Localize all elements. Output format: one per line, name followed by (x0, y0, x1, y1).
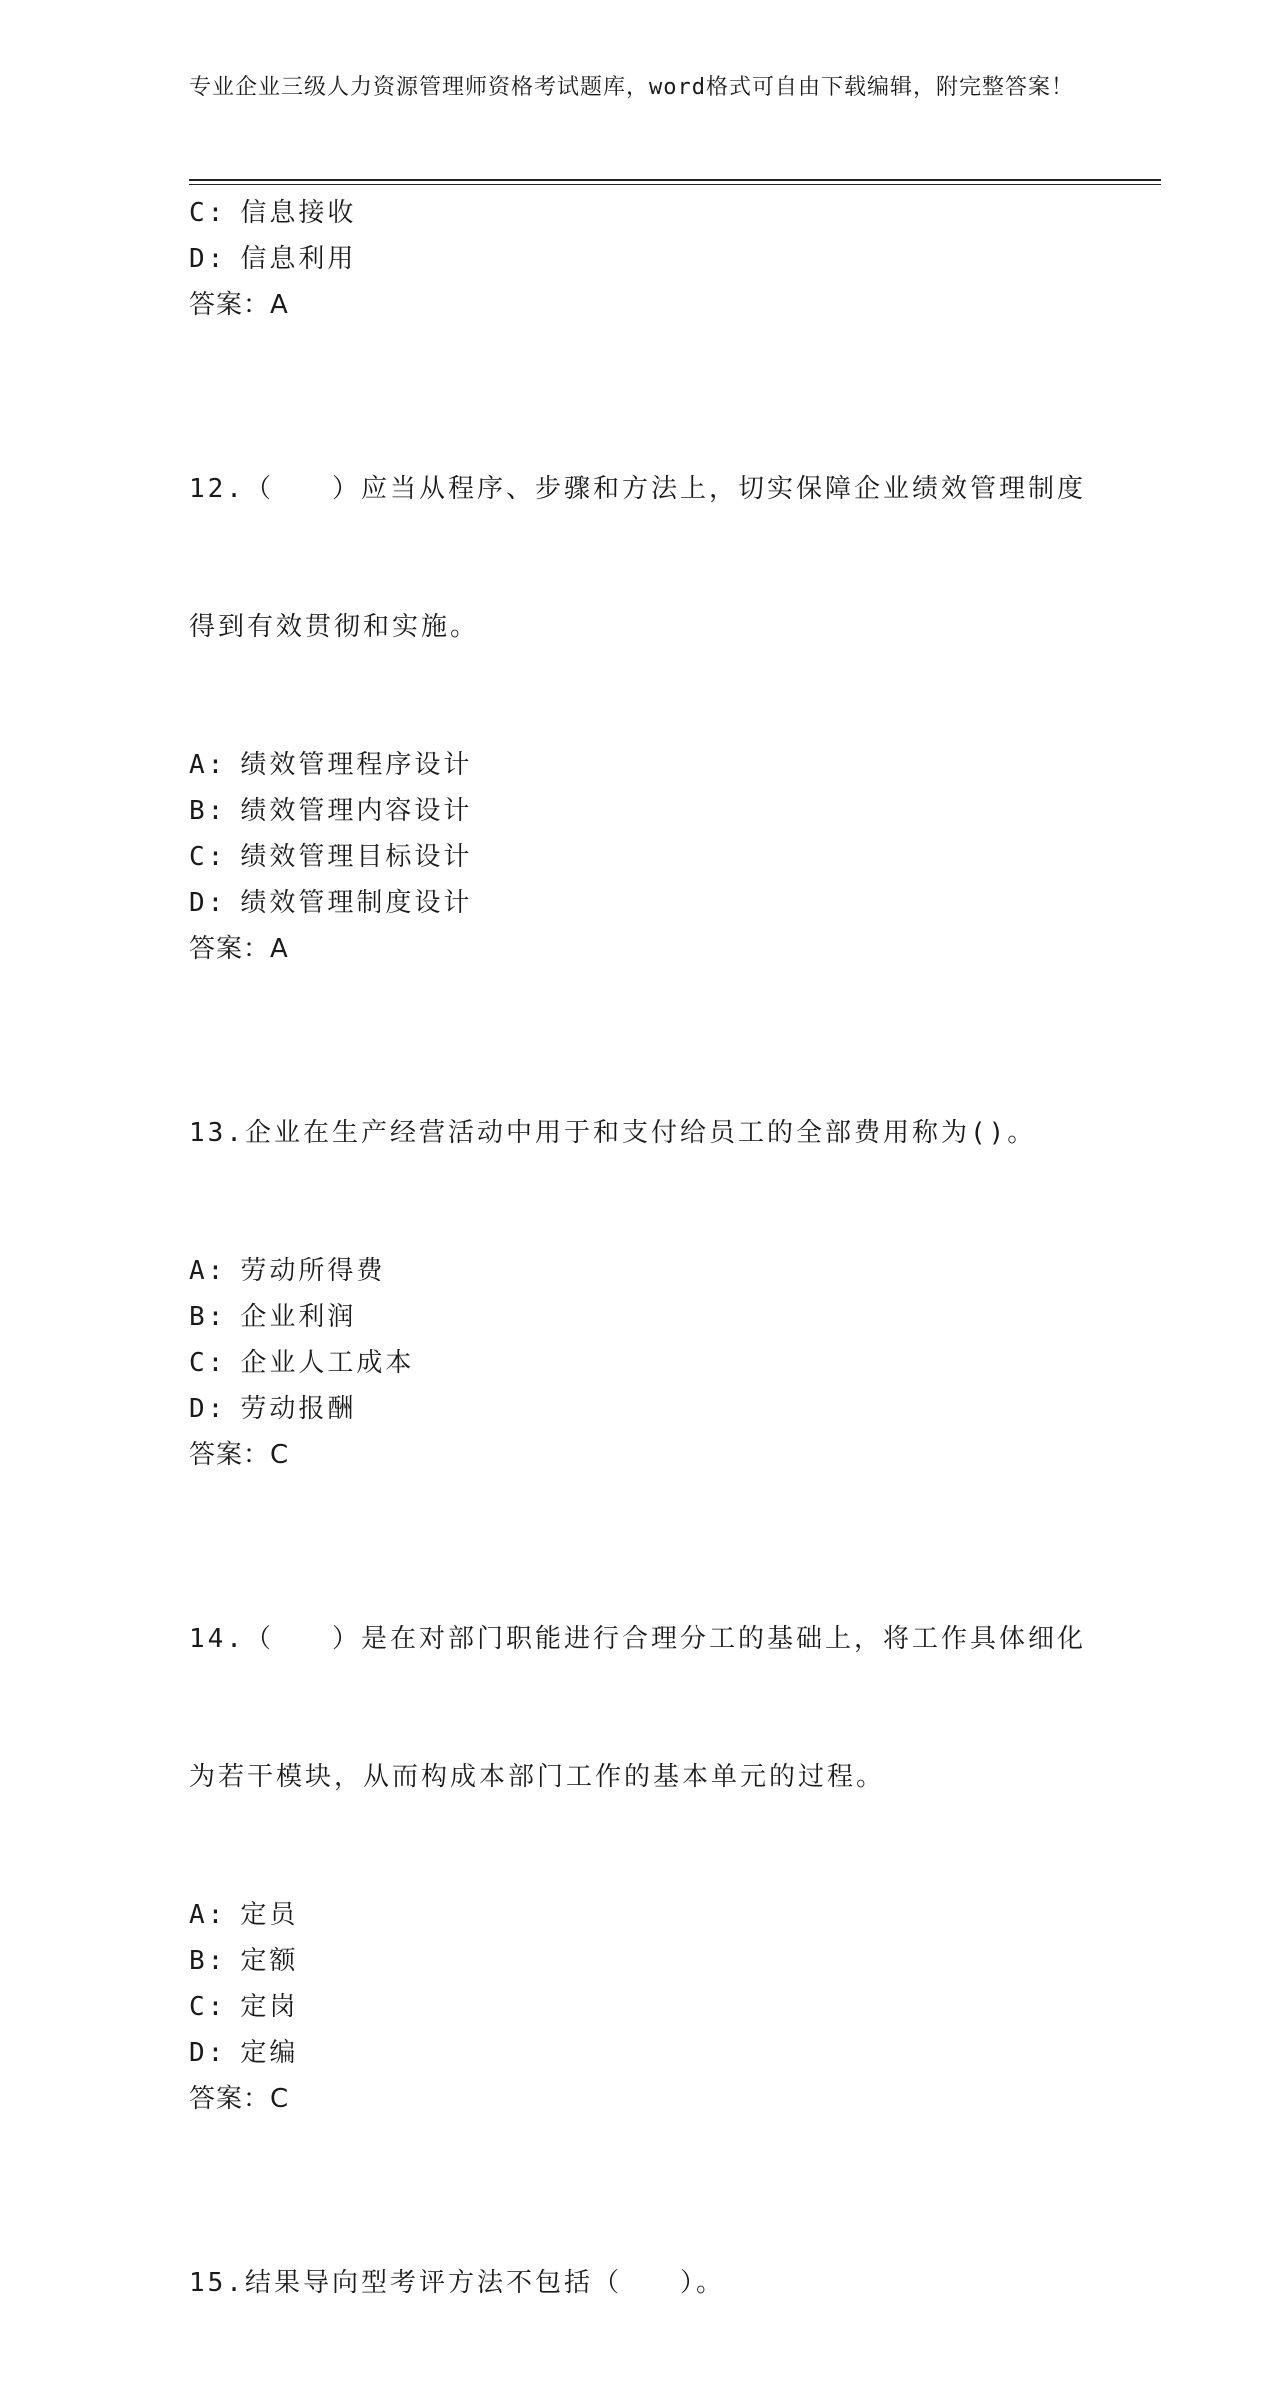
option-d (189, 236, 1089, 282)
question-stem-13 (189, 1018, 1089, 1248)
option-text: 绩效管理程序设计 (240, 750, 473, 780)
option-text: 定编 (240, 2038, 299, 2068)
option-label: D: (189, 244, 227, 274)
option-c (189, 1340, 1089, 1386)
option-d (189, 880, 1089, 926)
option-c (189, 834, 1089, 880)
question-stem-14 (189, 1524, 1089, 1892)
option-text: 企业利润 (240, 1302, 357, 1332)
option-text: 信息接收 (240, 198, 357, 228)
option-c (189, 1984, 1089, 2030)
option-text: 企业人工成本 (240, 1348, 415, 1378)
option-label: C: (189, 842, 227, 872)
question-stem-line: 13.企业在生产经营活动中用于和支付给员工的全部费用称为()。 (189, 1118, 1037, 1148)
question-stem-15 (189, 2168, 1089, 2398)
question-stem-line: 12.（ ）应当从程序、步骤和方法上，切实保障企业绩效管理制度 (189, 474, 1086, 504)
option-text: 定员 (240, 1900, 299, 1930)
option-b (189, 1938, 1089, 1984)
option-label: D: (189, 888, 227, 918)
option-text: 定额 (240, 1946, 299, 1976)
question-stem-12 (189, 374, 1089, 742)
option-text: 绩效管理目标设计 (240, 842, 473, 872)
option-label: C: (189, 198, 227, 228)
option-text: 定岗 (240, 1992, 299, 2022)
option-d (189, 2030, 1089, 2076)
option-label: B: (189, 796, 227, 826)
option-a (189, 742, 1089, 788)
option-text: 劳动所得费 (240, 1256, 386, 1286)
option-text: 绩效管理制度设计 (240, 888, 473, 918)
option-b (189, 1294, 1089, 1340)
answer-line: 答案：A (189, 290, 289, 320)
answer-line: 答案：A (189, 934, 289, 964)
question-stem-line: 15.结果导向型考评方法不包括（ ）。 (189, 2268, 725, 2298)
option-text: 信息利用 (240, 244, 357, 274)
document-header: 专业企业三级人力资源管理师资格考试题库，word格式可自由下载编辑，附完整答案！ (189, 75, 1074, 100)
option-a (189, 1248, 1089, 1294)
option-text: 绩效管理内容设计 (240, 796, 473, 826)
option-label: B: (189, 1946, 227, 1976)
question-stem-line: 14.（ ）是在对部门职能进行合理分工的基础上，将工作具体细化 (189, 1624, 1086, 1654)
option-c (189, 190, 1089, 236)
option-a (189, 1892, 1089, 1938)
option-d (189, 1386, 1089, 1432)
question-stem-line: 得到有效贯彻和实施。 (189, 612, 480, 642)
option-b (189, 788, 1089, 834)
option-label: A: (189, 750, 227, 780)
option-label: C: (189, 1992, 227, 2022)
header-divider-thin (189, 184, 1161, 185)
option-label: C: (189, 1348, 227, 1378)
option-label: A: (189, 1256, 227, 1286)
answer-line: 答案：C (189, 1440, 290, 1470)
option-label: D: (189, 1394, 227, 1424)
option-text: 劳动报酬 (240, 1394, 357, 1424)
question-content (189, 190, 1089, 2398)
header-divider-thick (189, 179, 1161, 181)
question-stem-line: 为若干模块，从而构成本部门工作的基本单元的过程。 (189, 1762, 886, 1792)
option-label: A: (189, 1900, 227, 1930)
option-label: B: (189, 1302, 227, 1332)
option-label: D: (189, 2038, 227, 2068)
answer-line: 答案：C (189, 2084, 290, 2114)
